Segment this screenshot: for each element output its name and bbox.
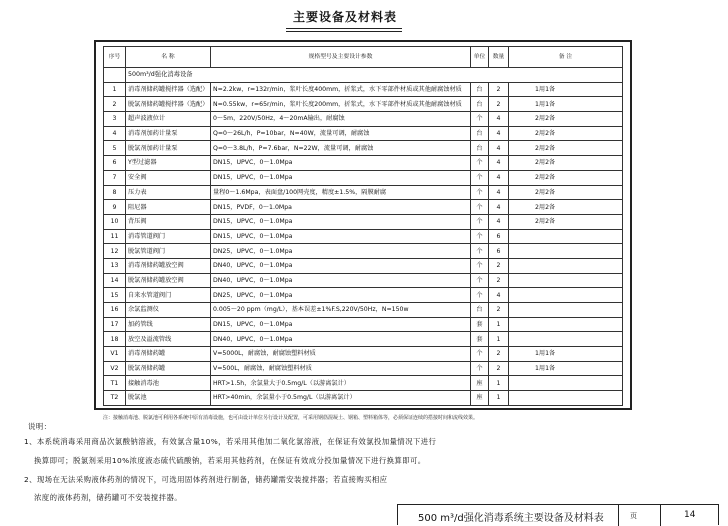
row-remark: 2用2备 [509, 141, 623, 156]
row-remark [509, 317, 623, 332]
row-spec: Q=0～26L/h，P=10bar，N=40W，流量可调，耐腐蚀 [211, 126, 471, 141]
row-index: 14 [104, 273, 126, 288]
header-remark: 备 注 [509, 47, 623, 68]
row-remark: 1用1备 [509, 361, 623, 376]
row-qty: 4 [489, 288, 509, 303]
row-qty: 4 [489, 214, 509, 229]
row-name: 安全阀 [126, 170, 211, 185]
row-unit: 台 [471, 126, 489, 141]
row-index: 3 [104, 112, 126, 127]
table-row [104, 273, 623, 288]
row-unit: 个 [471, 288, 489, 303]
drawing-title: 500 m³/d强化消毒系统主要设备及材料表 [418, 513, 604, 524]
title-block-divider [618, 505, 619, 526]
table-row [104, 376, 623, 391]
table-row [104, 126, 623, 141]
row-spec: DN15，UPVC，0～1.0Mpa [211, 317, 471, 332]
table-row [104, 229, 623, 244]
page-label: 页 [630, 512, 637, 520]
row-index: V1 [104, 347, 126, 362]
row-remark: 2用2备 [509, 185, 623, 200]
materials-table [103, 46, 623, 406]
row-unit: 台 [471, 97, 489, 112]
header-name: 名 称 [126, 47, 211, 68]
row-name: 余氯监测仪 [126, 303, 211, 318]
row-remark: 2用2备 [509, 214, 623, 229]
row-qty: 2 [489, 303, 509, 318]
row-name: 压力表 [126, 185, 211, 200]
row-index: 8 [104, 185, 126, 200]
header-index: 序号 [104, 47, 126, 68]
row-unit: 个 [471, 258, 489, 273]
title-underline-thin [286, 31, 402, 32]
header-unit: 单位 [471, 47, 489, 68]
row-unit: 个 [471, 361, 489, 376]
row-spec: 量程0～1.6Mpa，表面盘/100网壳度，精度±1.5%，隔膜耐腐 [211, 185, 471, 200]
row-index: 17 [104, 317, 126, 332]
row-remark: 2用2备 [509, 200, 623, 215]
row-spec: DN15，UPVC，0～1.0Mpa [211, 229, 471, 244]
row-name: 脱氯剂储药罐放空阀 [126, 273, 211, 288]
row-qty: 2 [489, 361, 509, 376]
row-remark [509, 273, 623, 288]
row-unit: 个 [471, 244, 489, 259]
row-qty: 1 [489, 376, 509, 391]
row-name: 脱氯管道阀门 [126, 244, 211, 259]
table-row [104, 332, 623, 347]
table-row [104, 112, 623, 127]
row-name: 背压阀 [126, 214, 211, 229]
row-spec: DN25，UPVC，0～1.0Mpa [211, 288, 471, 303]
row-index: 1 [104, 82, 126, 97]
row-name: 脱氯剂储药罐搅拌器（选配） [126, 97, 211, 112]
title-underline [286, 28, 402, 29]
row-qty: 4 [489, 141, 509, 156]
header-spec: 规格型号及主要设计参数 [211, 47, 471, 68]
row-spec: DN40，UPVC，0～1.0Mpa [211, 258, 471, 273]
row-remark [509, 303, 623, 318]
row-name: 消毒剂储药罐放空阀 [126, 258, 211, 273]
table-row [104, 170, 623, 185]
row-spec: DN40，UPVC，0～1.0Mpa [211, 273, 471, 288]
header-qty: 数量 [489, 47, 509, 68]
row-name: 脱氯池 [126, 391, 211, 406]
row-index: 5 [104, 141, 126, 156]
row-name: 消毒剂储药罐 [126, 347, 211, 362]
row-qty: 4 [489, 185, 509, 200]
row-qty: 2 [489, 258, 509, 273]
row-qty: 4 [489, 126, 509, 141]
row-unit: 个 [471, 229, 489, 244]
row-spec: DN15，UPVC，0～1.0Mpa [211, 170, 471, 185]
row-remark: 1用1备 [509, 97, 623, 112]
row-spec: Q=0～3.8L/h，P=7.6bar，N=22W，流量可调，耐腐蚀 [211, 141, 471, 156]
row-qty: 1 [489, 391, 509, 406]
row-remark: 2用2备 [509, 170, 623, 185]
row-name: 脱氯剂加药计量泵 [126, 141, 211, 156]
row-index: 11 [104, 229, 126, 244]
row-qty: 1 [489, 317, 509, 332]
row-name: 接触消毒池 [126, 376, 211, 391]
row-spec: DN15，PVDF，0～1.0Mpa [211, 200, 471, 215]
table-row [104, 185, 623, 200]
row-unit: 个 [471, 200, 489, 215]
row-index: T1 [104, 376, 126, 391]
row-qty: 4 [489, 112, 509, 127]
row-index: 12 [104, 244, 126, 259]
row-remark [509, 332, 623, 347]
table-footnote: 注：接触消毒池、脱氯池可利用各系统中原有消毒设施，也可由设计单位另行设计及配置，可采用钢筋混凝土、钢箱、塑料箱体等，必须保证连续的搭接时间和流线效果。 [103, 415, 479, 421]
note-line-3: 2、现场在无法采购液体药剂的情况下，可选用固体药剂进行制备，储药罐需安装搅拌器；若直接购买相应 [24, 475, 388, 484]
row-index: 13 [104, 258, 126, 273]
row-unit: 座 [471, 391, 489, 406]
table-row [104, 361, 623, 376]
row-unit: 台 [471, 303, 489, 318]
table-span-row [104, 68, 623, 83]
row-remark [509, 376, 623, 391]
note-line-4: 浓度的液体药剂，储药罐可不安装搅拌器。 [34, 493, 183, 502]
row-qty: 4 [489, 200, 509, 215]
row-spec: DN40，UPVC，0～1.0Mpa [211, 332, 471, 347]
row-unit: 个 [471, 185, 489, 200]
row-remark: 2用2备 [509, 156, 623, 171]
row-qty: 6 [489, 229, 509, 244]
table-row [104, 141, 623, 156]
row-index: 2 [104, 97, 126, 112]
row-spec: DN25，UPVC，0～1.0Mpa [211, 244, 471, 259]
row-qty: 2 [489, 273, 509, 288]
row-name: 消毒管道阀门 [126, 229, 211, 244]
row-name: 放空及溢流管线 [126, 332, 211, 347]
row-index: 18 [104, 332, 126, 347]
row-spec: 0～5m，220V/50Hz，4～20mA输出，耐腐蚀 [211, 112, 471, 127]
row-unit: 座 [471, 376, 489, 391]
row-index: 15 [104, 288, 126, 303]
row-spec: N=0.55kw，r=65r/min，浆叶长度200mm，折浆式，水下零部件材质或其他耐腐蚀材质 [211, 97, 471, 112]
table-row [104, 317, 623, 332]
title-block-divider [660, 505, 661, 526]
row-name: 消毒剂加药计量泵 [126, 126, 211, 141]
row-unit: 个 [471, 273, 489, 288]
row-qty: 4 [489, 156, 509, 171]
table-row [104, 258, 623, 273]
row-index: V2 [104, 361, 126, 376]
row-index: T2 [104, 391, 126, 406]
table-header-row [104, 47, 623, 68]
row-remark [509, 258, 623, 273]
row-index: 7 [104, 170, 126, 185]
row-unit: 个 [471, 214, 489, 229]
row-name: 加药管线 [126, 317, 211, 332]
span-row-label: 500m³/d强化消毒设备 [126, 68, 623, 83]
notes-heading: 说明： [28, 422, 52, 431]
row-name: 脱氯剂储药罐 [126, 361, 211, 376]
row-index: 9 [104, 200, 126, 215]
row-qty: 2 [489, 97, 509, 112]
row-remark [509, 229, 623, 244]
row-name: Y型过滤器 [126, 156, 211, 171]
row-name: 超声波液位计 [126, 112, 211, 127]
row-remark: 2用2备 [509, 126, 623, 141]
row-name: 阻尼器 [126, 200, 211, 215]
row-spec: DN15，UPVC，0～1.0Mpa [211, 214, 471, 229]
row-remark [509, 391, 623, 406]
row-qty: 1 [489, 332, 509, 347]
row-index: 4 [104, 126, 126, 141]
row-qty: 2 [489, 82, 509, 97]
row-unit: 套 [471, 332, 489, 347]
table-row [104, 244, 623, 259]
row-unit: 个 [471, 112, 489, 127]
row-index: 6 [104, 156, 126, 171]
row-spec: HRT>1.5h，余氯量大于0.5mg/L（以游离氯计） [211, 376, 471, 391]
page-title: 主要设备及材料表 [292, 10, 397, 24]
table-row [104, 200, 623, 215]
table-row [104, 156, 623, 171]
row-unit: 台 [471, 82, 489, 97]
row-spec: V=5000L，耐腐蚀，耐腐蚀塑料材质 [211, 347, 471, 362]
row-spec: V=500L，耐腐蚀，耐腐蚀塑料材质 [211, 361, 471, 376]
row-qty: 2 [489, 347, 509, 362]
table-row [104, 214, 623, 229]
row-unit: 套 [471, 317, 489, 332]
row-remark: 1用1备 [509, 82, 623, 97]
table-row [104, 97, 623, 112]
row-unit: 个 [471, 170, 489, 185]
note-line-1: 1、本系统消毒采用商品次氯酸钠溶液，有效氯含量10%，若采用其他加二氧化氯溶液，在保证有效氯投加量情况下进行 [24, 437, 437, 446]
row-index: 10 [104, 214, 126, 229]
row-unit: 个 [471, 156, 489, 171]
table-row [104, 288, 623, 303]
page-number: 14 [684, 510, 696, 520]
note-line-2: 换算即可；脱氯剂采用10%浓度液态硫代硫酸钠，若采用其他药剂，在保证有效成分投加量情况下进行换算即可。 [34, 456, 426, 465]
row-remark [509, 288, 623, 303]
row-index: 16 [104, 303, 126, 318]
row-name: 自来水管道阀门 [126, 288, 211, 303]
row-spec: N=2.2kw，r=132r/min，浆叶长度400mm，折浆式，水下零部件材质或其他耐腐蚀材质 [211, 82, 471, 97]
title-block [397, 504, 719, 525]
row-remark [509, 244, 623, 259]
row-name: 消毒剂储药罐搅拌器（选配） [126, 82, 211, 97]
table-row [104, 391, 623, 406]
row-remark: 1用1备 [509, 347, 623, 362]
row-unit: 台 [471, 141, 489, 156]
table-row [104, 303, 623, 318]
table-row [104, 347, 623, 362]
row-qty: 6 [489, 244, 509, 259]
row-spec: HRT>40min，余氯量小于0.5mg/L（以游离氯计） [211, 391, 471, 406]
row-spec: 0.005～20 ppm（mg/L），基本误差±1%F.S,220V/50Hz，N=150w [211, 303, 471, 318]
row-unit: 个 [471, 347, 489, 362]
row-qty: 4 [489, 170, 509, 185]
row-spec: DN15，UPVC，0～1.0Mpa [211, 156, 471, 171]
row-remark: 2用2备 [509, 112, 623, 127]
table-row [104, 82, 623, 97]
